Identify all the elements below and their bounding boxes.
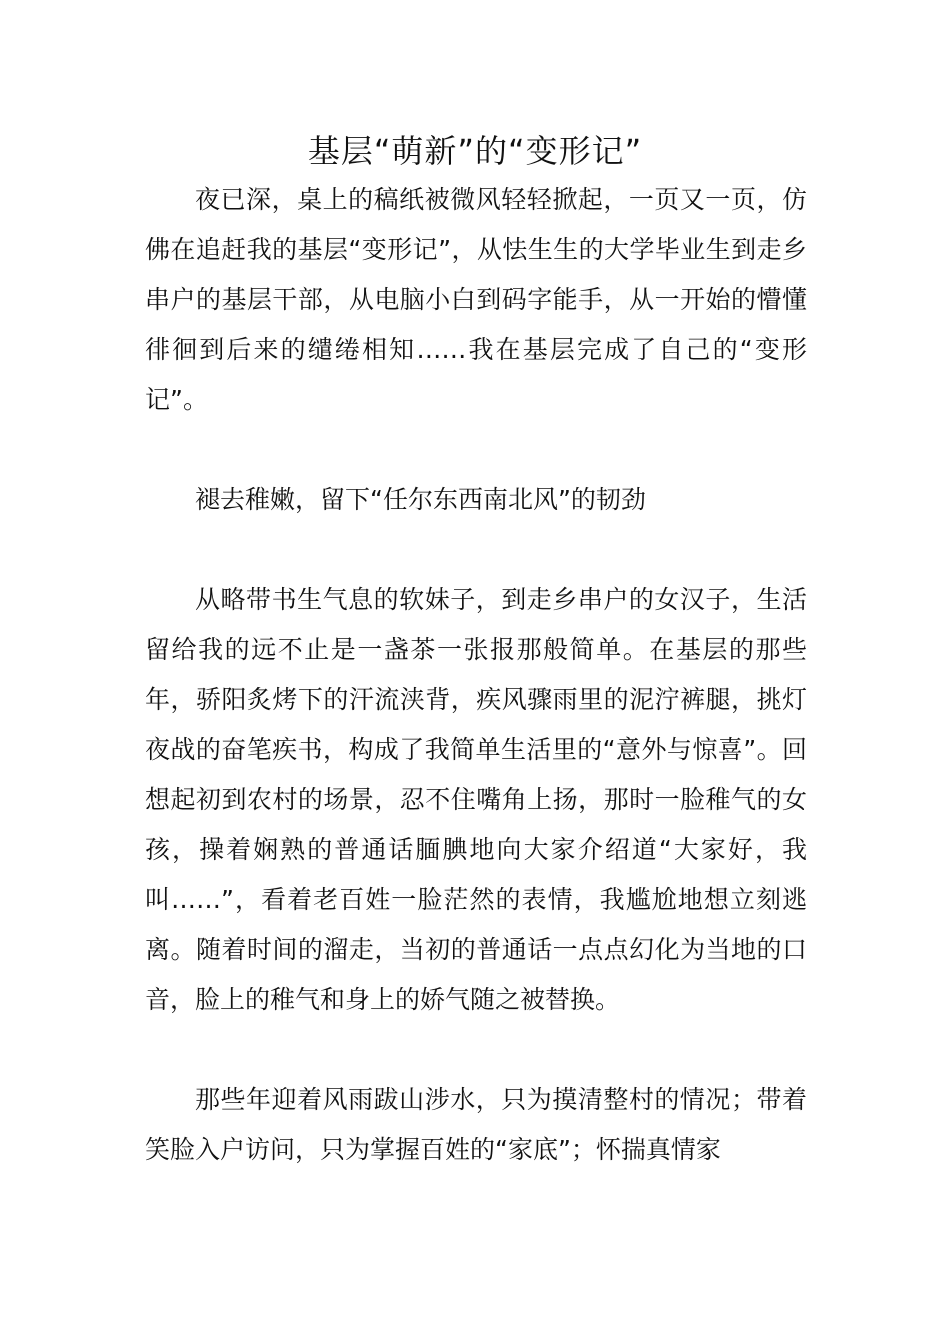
paragraph-intro: 夜已深，桌上的稿纸被微风轻轻掀起，一页又一页，仿佛在追赶我的基层“变形记”，从怯生生的大学毕业生到走乡串户的基层干部，从电脑小白到码字能手，从一开始的懵懂徘徊到后来的缱绻相知……我在基层完成了自己的“变形记”。 [145,185,807,414]
paragraph-body: 从略带书生气息的软妹子，到走乡串户的女汉子，生活留给我的远不止是一盏茶一张报那般简单。在基层的那些年，骄阳炙烤下的汗流浃背，疾风骤雨里的泥泞裤腿，挑灯夜战的奋笔疾书，构成了我简单生活里的“意外与惊喜”。回想起初到农村的场景，忍不住嘴角上扬，那时一脸稚气的女孩，操着娴熟的普通话腼腆地向大家介绍道“大家好，我叫……”，看着老百姓一脸茫然的表情，我尴尬地想立刻逃离。随着时间的溜走，当初的普通话一点点幻化为当地的口音，脸上的稚气和身上的娇气随之被替换。 [145,585,807,1014]
paragraph-body-continued: 那些年迎着风雨跋山涉水，只为摸清整村的情况；带着笑脸入户访问，只为掌握百姓的“家底”；怀揣真情家 [145,1085,807,1164]
section-heading: 褪去稚嫩，留下“任尔东西南北风”的韧劲 [195,485,646,514]
document-title: 基层“萌新”的“变形记” [307,132,643,170]
paragraph-spacer [145,425,807,475]
document-body [145,175,807,1175]
paragraph-spacer [145,1025,807,1075]
paragraph-spacer [145,525,807,575]
